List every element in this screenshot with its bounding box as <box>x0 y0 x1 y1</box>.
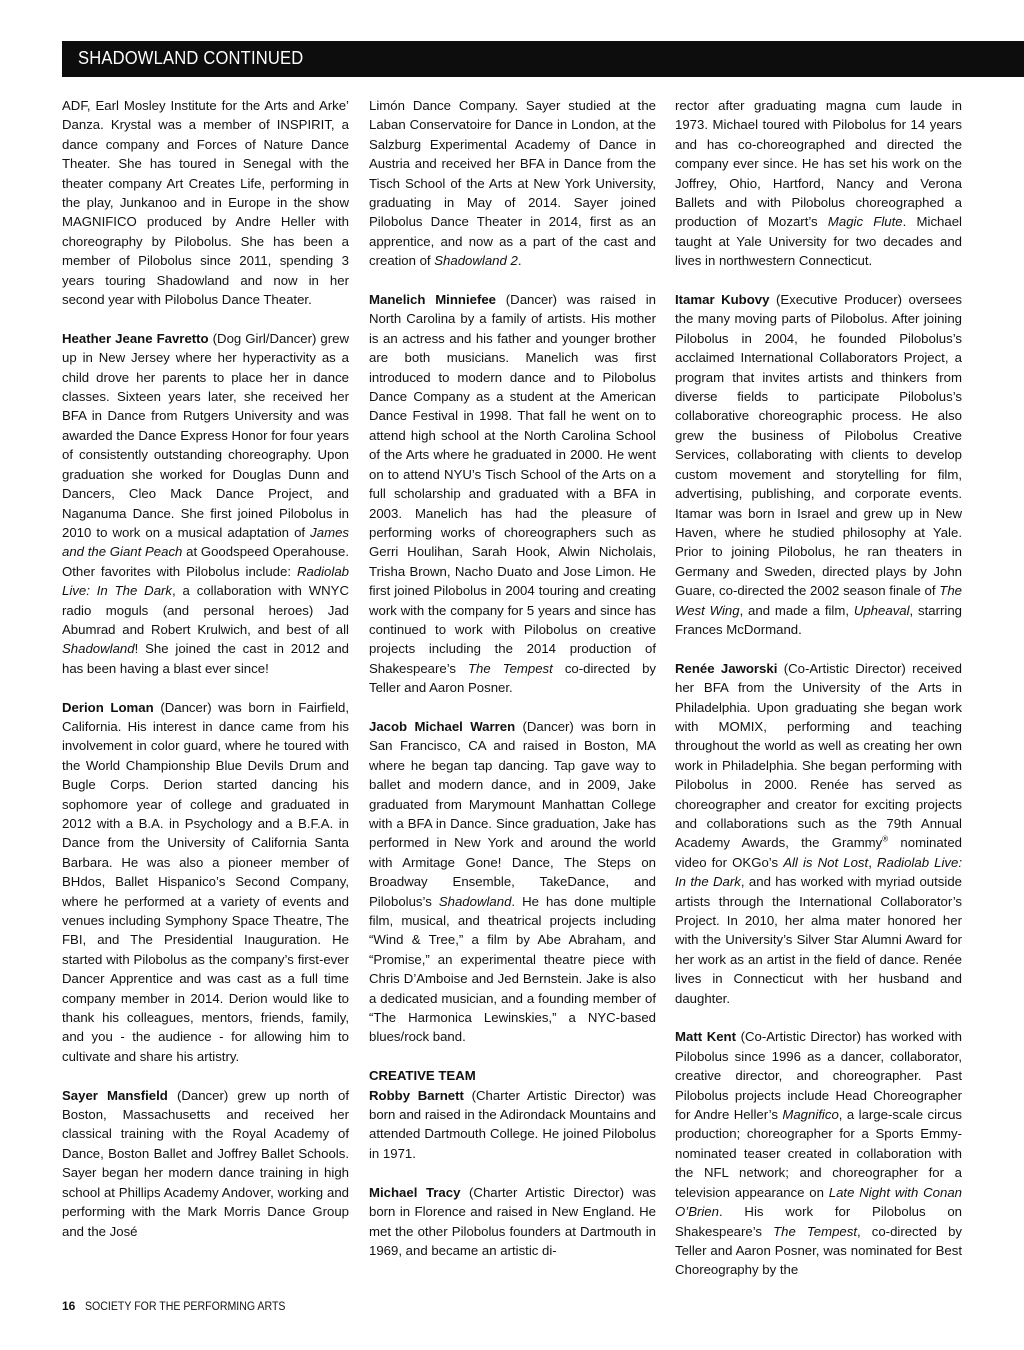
column-2 <box>369 96 656 1260</box>
bio-manelich <box>369 290 656 698</box>
bio-text: . <box>517 253 522 269</box>
bio-itamar <box>675 290 962 639</box>
bio-text: rector after graduating magna cum laude in 1973. Michael toured with Pilobolus for 14 years and has co-choreographed and directed the company ever since. He has set his work on the Joffrey, Ohio, Hartford, Nancy and Verona Ballets and with Pilobolus choreographed a production of Mozart’s <box>675 98 962 230</box>
bio-robby <box>369 1066 656 1163</box>
bio-italic: Shadowland 2 <box>434 253 518 269</box>
bio-text: (Dancer) grew up north of Boston, Massachusetts and received her classical training with the Royal Academy of Dance, Boston Ballet and Joffrey Ballet Schools. Sayer began her modern dance training in high school at Phillips Academy Andover, working and performing with the Mark Morris Dance Group and the José <box>62 1087 349 1239</box>
bio-text: (Dancer) was raised in North Carolina by a family of artists. His mother is an actress and his father and younger brother are both musicians. Manelich was first introduced to modern dance and to Pilobolus Dance Company as a student at the American Dance Festival in 1998. That fall he went on to attend high school at the North Carolina School of the Arts where he graduated in 2000. He went on to attend NYU’s Tisch School of the Arts on a full scholarship and graduated with a BFA in 2003. Manelich has had the pleasure of performing works of choreographers such as Gerri Houlihan, Sarah Hook, Alwin Nicholais, Trisha Brown, Nacho Duato and Jose Limon. He first joined Pilobolus in 2004 touring and creating work with the company for 5 years and since has continued to work with Pilobolus on creative projects including the 2014 production of Shakespeare’s <box>369 292 656 676</box>
bio-text: , starring Frances McDormand. <box>675 602 963 637</box>
bio-text: , <box>868 854 877 870</box>
bio-name: Jacob Michael Warren <box>369 718 516 734</box>
bio-text: (Co-Artistic Director) has worked with Pilobolus since 1996 as a dancer, collaborator, creative director, and choreographer. Past Pilobolus projects include Head Choreographer for Andre Heller’s <box>675 1029 962 1123</box>
bio-text: (Charter Artistic Director) was born in Florence and raised in New England. He met the other Pilobolus founders at Dartmouth in 1969, and became an artistic di- <box>369 1184 656 1258</box>
bio-heather <box>62 329 349 678</box>
bio-text: (Dancer) was born in San Francisco, CA and raised in Boston, MA where he began tap dancing. Tap gave way to ballet and modern dance, and in 2009, Jake graduated from Marymount Manhattan College with a BFA in Dance. Since graduation, Jake has performed in New York and around the world with Armitage Gone! Dance, The Steps on Broadway Ensemble, TakeDance, and Pilobolus’s <box>369 718 656 909</box>
bio-name: Heather Jeane Favretto <box>62 330 209 346</box>
column-3 <box>675 96 962 1280</box>
bio-text: , co-directed by Teller and Aaron Posner, was nominated for Best Choreography by the <box>675 1223 962 1278</box>
bio-text: . His work for Pilobolus on Shakespeare’s <box>675 1204 962 1239</box>
bio-italic: The Tempest <box>468 660 553 676</box>
bio-renee <box>675 659 962 1008</box>
bio-text: (Dancer) was born in Fairfield, California. His interest in dance came from his involvement in color guard, where he toured with the World Championship Blue Devils Drum and Bugle Corps. Derion started dancing his sophomore year of college and graduated in 2012 with a B.A. in Psychology and a B.F.A. in Dance from the University of California Santa Barbara. He was also a pioneer member of BHdos, Ballet Hispanico’s Second Company, where he performed at a variety of events and venues including Symphony Space Theatre, The FBI, and The Presidential Inauguration. He started with Pilobolus as the company’s first-ever Dancer Apprentice and was cast as a full time company member in 2014. Derion would like to thank his colleagues, mentors, friends, family, and you - the audience - for allowing him to cultivate and share his artistry. <box>62 699 350 1064</box>
bio-text: , a collaboration with WNYC radio moguls (and personal heroes) Jad Abumrad and Robert Krulwich, and best of all <box>62 583 349 637</box>
bio-italic: Radiolab Live: In the Dark <box>675 854 962 890</box>
bio-italic: Upheaval <box>853 602 910 618</box>
bio-text: . Michael taught at Yale University for two decades and lives in northwestern Connecticut. <box>675 214 962 269</box>
bio-italic: Shadowland <box>438 893 512 909</box>
bio-name: Robby Barnett <box>369 1087 464 1103</box>
bio-italic: Magnifico <box>782 1107 839 1123</box>
bio-jacob <box>369 717 656 1047</box>
bio-text: , and made a film, <box>739 602 854 618</box>
creative-team-heading: CREATIVE TEAM <box>369 1068 476 1084</box>
bio-name: Renée Jaworski <box>675 660 778 676</box>
bio-sayer <box>62 1086 349 1241</box>
column-1 <box>62 96 349 1241</box>
bio-text: , a large-scale circus production; choreographer for a Sports Emmy-nominated teaser created in collaboration with the NFL network; and choreographer for a television appearance on <box>675 1107 962 1200</box>
registered-mark: ® <box>882 835 889 845</box>
bio-text: ! She joined the cast in 2012 and has been having a blast ever since! <box>62 641 349 676</box>
bio-italic: The West Wing <box>675 583 962 618</box>
bio-italic: James and the Giant Peach <box>62 524 349 560</box>
bio-italic: Shadowland <box>62 641 135 657</box>
page-number: 16 <box>62 1299 76 1313</box>
publication-name: SOCIETY FOR THE PERFORMING ARTS <box>85 1301 286 1313</box>
bio-sayer-continued <box>369 96 656 271</box>
bio-name: Itamar Kubovy <box>675 292 770 308</box>
section-header-bar <box>62 41 1024 77</box>
bio-italic: All is Not Lost <box>783 854 869 870</box>
bio-name: Derion Loman <box>62 699 154 715</box>
bio-derion <box>62 698 349 1067</box>
bio-text: co-directed by Teller and Aaron Posner. <box>369 660 656 696</box>
bio-text: at Goodspeed Operahouse. Other favorites with Pilobolus include: <box>62 544 349 579</box>
bio-name: Manelich Minniefee <box>369 292 497 308</box>
bio-italic: Late Night with Conan O’Brien <box>675 1184 962 1220</box>
bio-matt <box>675 1027 962 1279</box>
bio-text: . He has done multiple film, musical, and theatrical projects including “Wind & Tree,” a film by Abe Abraham, and “Promise,” an experimental theatre piece with Chris D’Amboise and Jed Bernstein. Jake is also a dedicated musician, and a founding member of “The Harmonica Lewinskies,” a NYC-based blues/rock band. <box>369 893 656 1045</box>
bio-italic: Radiolab Live: In The Dark <box>62 563 349 599</box>
bio-italic: Magic Flute <box>827 214 903 230</box>
bio-name: Michael Tracy <box>369 1184 461 1200</box>
bio-michael-continued <box>675 96 962 271</box>
page-footer <box>62 1299 303 1313</box>
bio-text: , and has worked with myriad outside artists through the International Collaborator’s Project. In 2010, her alma mater honored her with the University’s Silver Star Alumni Award for her work as an artist in the field of dance. Renée lives in Connecticut with her husband and daughter. <box>675 874 962 1006</box>
bio-text: (Executive Producer) oversees the many moving parts of Pilobolus. After joining Pilobolus in 2004, he founded Pilobolus’s acclaimed International Collaborators Project, a program that invites artists and thinkers from diverse fields to participate Pilobolus’s collaborative choreographic process. He also grew the business of Pilobolus Creative Services, collaborating with clients to develop custom movement and storytelling for film, advertising, publishing, and corporate events. Itamar was born in Israel and grew up in New Haven, where he studied philosophy at Yale. Prior to joining Pilobolus, he ran theaters in Germany and Sweden, directed plays by John Guare, co-directed the 2002 season finale of <box>675 292 963 599</box>
bio-text: (Co-Artistic Director) received her BFA from the University of the Arts in Philadelphia. Upon graduating she began work with MOMIX, performing and teaching throughout the world as well as creating her own work in Philadelphia. She began performing with Pilobolus in 2000. Renée has served as choreographer and creator for exciting projects and collaborations such as the 79th Annual Academy Awards, the Grammy <box>675 660 962 851</box>
section-title: SHADOWLAND CONTINUED <box>78 48 304 68</box>
bio-text: ADF, Earl Mosley Institute for the Arts and Arke’ Danza. Krystal was a member of INSPIRIT, a dance company and Forces of Nature Dance Theater. She has toured in Senegal with the theater company Art Creates Life, performing in the play, Junkanoo and in Europe in the show MAGNIFICO produced by Andre Heller with choreography by Pilobolus. She has been a member of Pilobolus since 2011, spending 3 years touring Shadowland and now in her second year with Pilobolus Dance Theater. <box>62 98 349 308</box>
bio-michael <box>369 1183 656 1261</box>
bio-name: Sayer Mansfield <box>62 1087 168 1103</box>
bio-italic: The Tempest <box>773 1223 857 1239</box>
bio-text: (Dog Girl/Dancer) grew up in New Jersey where her hyperactivity as a child drove her parents to place her in dance classes. Sixteen years later, she received her BFA in Dance from Rutgers University and was awarded the Dance Express Honor for four years of consistently outstanding choreography. Upon graduation she worked for Douglas Dunn and Dancers, Cleo Mack Dance Project, and Naganuma Dance. She first joined Pilobolus in 2010 to work on a musical adaptation of <box>62 330 349 540</box>
bio-name: Matt Kent <box>675 1029 737 1045</box>
bio-text: nominated video for OKGo’s <box>675 835 963 870</box>
bio-krystal-continued <box>62 96 349 309</box>
bio-text: (Charter Artistic Director) was born and raised in the Adirondack Mountains and attended Dartmouth College. He joined Pilobolus in 1971. <box>369 1087 656 1161</box>
bio-text: Limón Dance Company. Sayer studied at the Laban Conservatoire for Dance in London, at the Salzburg Experimental Academy of Dance in Austria and received her BFA in Dance from the Tisch School of the Arts at New York University, graduating in May of 2014. Sayer joined Pilobolus Dance Theater in 2014, first as an apprentice, and now as a part of the cast and creation of <box>369 98 656 269</box>
